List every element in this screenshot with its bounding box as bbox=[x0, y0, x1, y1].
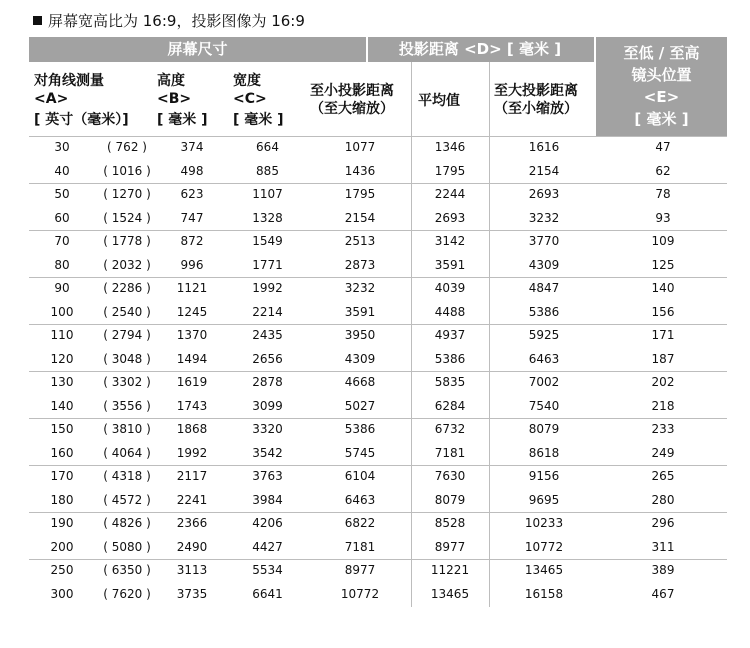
table-row bbox=[29, 442, 727, 466]
cell-mm: ( 3810 ) bbox=[103, 422, 151, 436]
table-row bbox=[29, 418, 727, 442]
cell-height: 996 bbox=[180, 257, 204, 272]
cell-height: 1992 bbox=[176, 445, 208, 460]
width-header-line: 宽度 bbox=[233, 73, 261, 89]
cell-mm: ( 2286 ) bbox=[103, 281, 151, 295]
cell-width: 4427 bbox=[252, 539, 283, 554]
cell-max: 2154 bbox=[528, 163, 560, 178]
page-title-text: 屏幕宽高比为 16:9，投影图像为 16:9 bbox=[48, 12, 305, 30]
cell-max: 10772 bbox=[524, 539, 564, 554]
cell-max: 8079 bbox=[528, 422, 560, 436]
cell-mm: ( 7620 ) bbox=[103, 586, 151, 601]
lens-header-line: <E> bbox=[643, 88, 680, 106]
cell-inch: 170 bbox=[50, 469, 74, 483]
table-row bbox=[29, 348, 727, 372]
cell-height: 2490 bbox=[176, 539, 208, 554]
cell-mm: ( 2540 ) bbox=[103, 304, 151, 319]
cell-max: 1616 bbox=[528, 140, 560, 154]
cell-avg: 4039 bbox=[434, 281, 466, 295]
cell-avg: 2693 bbox=[434, 210, 466, 225]
cell-height: 623 bbox=[180, 187, 204, 201]
cell-min: 1436 bbox=[344, 163, 376, 178]
cell-min: 6822 bbox=[344, 516, 376, 530]
average-header: 平均值 bbox=[418, 93, 460, 109]
cell-lens: 202 bbox=[651, 375, 675, 389]
cell-inch: 150 bbox=[50, 422, 74, 436]
cell-max: 9156 bbox=[528, 469, 560, 483]
cell-avg: 7181 bbox=[434, 445, 466, 460]
cell-inch: 100 bbox=[50, 304, 74, 319]
cell-avg: 13465 bbox=[430, 586, 470, 601]
cell-avg: 11221 bbox=[430, 563, 470, 577]
cell-mm: ( 1778 ) bbox=[103, 234, 151, 248]
table-row bbox=[29, 301, 727, 325]
cell-min: 4309 bbox=[344, 351, 376, 366]
cell-min: 3232 bbox=[344, 281, 376, 295]
cell-lens: 62 bbox=[655, 163, 671, 178]
cell-height: 2241 bbox=[176, 492, 208, 507]
min-distance-header-line: 至小投影距离 bbox=[310, 83, 394, 99]
header-divider bbox=[366, 37, 368, 62]
cell-max: 13465 bbox=[524, 563, 564, 577]
table-row bbox=[29, 183, 727, 207]
cell-height: 2117 bbox=[176, 469, 208, 483]
cell-max: 5386 bbox=[528, 304, 560, 319]
cell-width: 1992 bbox=[252, 281, 283, 295]
cell-height: 1619 bbox=[176, 375, 208, 389]
cell-lens: 171 bbox=[651, 328, 675, 342]
projection-table bbox=[29, 37, 727, 607]
cell-min: 5027 bbox=[344, 398, 376, 413]
cell-height: 1743 bbox=[176, 398, 208, 413]
cell-inch: 70 bbox=[54, 234, 70, 248]
cell-mm: ( 4064 ) bbox=[103, 445, 151, 460]
cell-mm: ( 4318 ) bbox=[103, 469, 151, 483]
height-header-line: 高度 bbox=[157, 73, 185, 89]
row-divider bbox=[29, 324, 727, 325]
cell-lens: 218 bbox=[651, 398, 675, 413]
cell-lens: 265 bbox=[651, 469, 675, 483]
cell-avg: 5835 bbox=[434, 375, 466, 389]
cell-height: 1494 bbox=[176, 351, 208, 366]
square-bullet-icon bbox=[33, 16, 42, 25]
cell-max: 7002 bbox=[528, 375, 560, 389]
lens-header-line: 镜头位置 bbox=[631, 66, 692, 84]
cell-mm: ( 3048 ) bbox=[103, 351, 151, 366]
cell-lens: 125 bbox=[651, 257, 675, 272]
width-header-line: [ 毫米 ] bbox=[233, 112, 284, 128]
row-divider bbox=[29, 559, 727, 560]
cell-mm: ( 4572 ) bbox=[103, 492, 151, 507]
cell-min: 6104 bbox=[344, 469, 376, 483]
lens-position-header bbox=[596, 42, 727, 130]
cell-inch: 140 bbox=[50, 398, 74, 413]
table-row bbox=[29, 583, 727, 607]
cell-inch: 30 bbox=[54, 140, 70, 154]
cell-avg: 1346 bbox=[434, 140, 466, 154]
height-header bbox=[157, 72, 208, 129]
table-row bbox=[29, 371, 727, 395]
table-row bbox=[29, 136, 727, 160]
cell-min: 6463 bbox=[344, 492, 376, 507]
table-row bbox=[29, 160, 727, 184]
cell-width: 3984 bbox=[252, 492, 283, 507]
cell-height: 374 bbox=[180, 140, 204, 154]
cell-max: 16158 bbox=[524, 586, 564, 601]
cell-width: 5534 bbox=[252, 563, 283, 577]
table-row bbox=[29, 536, 727, 560]
cell-lens: 311 bbox=[651, 539, 675, 554]
cell-inch: 190 bbox=[50, 516, 74, 530]
cell-min: 2513 bbox=[344, 234, 376, 248]
table-row bbox=[29, 512, 727, 536]
cell-avg: 8977 bbox=[434, 539, 466, 554]
cell-lens: 109 bbox=[651, 234, 675, 248]
cell-width: 885 bbox=[256, 163, 279, 178]
cell-width: 1771 bbox=[252, 257, 283, 272]
row-divider bbox=[29, 371, 727, 372]
cell-inch: 90 bbox=[54, 281, 70, 295]
cell-mm: ( 5080 ) bbox=[103, 539, 151, 554]
row-divider bbox=[29, 277, 727, 278]
cell-inch: 130 bbox=[50, 375, 74, 389]
cell-max: 8618 bbox=[528, 445, 560, 460]
cell-lens: 93 bbox=[655, 210, 671, 225]
cell-lens: 280 bbox=[651, 492, 675, 507]
min-distance-header bbox=[310, 82, 394, 118]
cell-mm: ( 3556 ) bbox=[103, 398, 151, 413]
cell-inch: 50 bbox=[54, 187, 70, 201]
cell-avg: 7630 bbox=[434, 469, 466, 483]
diagonal-header-line: <A> bbox=[34, 91, 69, 107]
cell-inch: 300 bbox=[50, 586, 74, 601]
cell-max: 7540 bbox=[528, 398, 560, 413]
table-row bbox=[29, 230, 727, 254]
cell-mm: ( 2032 ) bbox=[103, 257, 151, 272]
height-header-line: [ 毫米 ] bbox=[157, 112, 208, 128]
cell-max: 6463 bbox=[528, 351, 560, 366]
cell-avg: 4488 bbox=[434, 304, 466, 319]
cell-avg: 6732 bbox=[434, 422, 466, 436]
cell-height: 498 bbox=[180, 163, 204, 178]
cell-height: 872 bbox=[180, 234, 204, 248]
table-row bbox=[29, 395, 727, 419]
cell-mm: ( 2794 ) bbox=[103, 328, 151, 342]
row-divider bbox=[29, 183, 727, 184]
cell-inch: 120 bbox=[50, 351, 74, 366]
cell-max: 9695 bbox=[528, 492, 560, 507]
cell-inch: 40 bbox=[54, 163, 70, 178]
row-divider bbox=[29, 136, 727, 137]
cell-avg: 5386 bbox=[434, 351, 466, 366]
cell-max: 5925 bbox=[528, 328, 560, 342]
width-header bbox=[233, 72, 284, 129]
cell-width: 3099 bbox=[252, 398, 283, 413]
cell-min: 2873 bbox=[344, 257, 376, 272]
table-row bbox=[29, 324, 727, 348]
cell-inch: 160 bbox=[50, 445, 74, 460]
table-row bbox=[29, 254, 727, 278]
max-distance-header-line: 至大投影距离 bbox=[494, 83, 578, 99]
cell-height: 1868 bbox=[176, 422, 208, 436]
cell-height: 1121 bbox=[176, 281, 208, 295]
cell-min: 4668 bbox=[344, 375, 376, 389]
cell-width: 4206 bbox=[252, 516, 283, 530]
cell-width: 1328 bbox=[252, 210, 283, 225]
cell-avg: 1795 bbox=[434, 163, 466, 178]
cell-height: 3113 bbox=[176, 563, 208, 577]
cell-height: 2366 bbox=[176, 516, 208, 530]
cell-mm: ( 1524 ) bbox=[103, 210, 151, 225]
table-row bbox=[29, 277, 727, 301]
cell-lens: 233 bbox=[651, 422, 675, 436]
cell-width: 2878 bbox=[252, 375, 283, 389]
table-row bbox=[29, 489, 727, 513]
row-divider bbox=[29, 512, 727, 513]
cell-width: 2214 bbox=[252, 304, 283, 319]
cell-width: 1107 bbox=[252, 187, 283, 201]
cell-min: 8977 bbox=[344, 563, 376, 577]
cell-lens: 47 bbox=[655, 140, 671, 154]
cell-lens: 389 bbox=[651, 563, 675, 577]
cell-width: 3320 bbox=[252, 422, 283, 436]
cell-inch: 60 bbox=[54, 210, 70, 225]
cell-min: 1077 bbox=[344, 140, 376, 154]
cell-mm: ( 6350 ) bbox=[103, 563, 151, 577]
cell-avg: 6284 bbox=[434, 398, 466, 413]
max-distance-header-line: （至小缩放） bbox=[494, 101, 578, 117]
table-row bbox=[29, 465, 727, 489]
cell-width: 1549 bbox=[252, 234, 283, 248]
cell-mm: ( 762 ) bbox=[107, 140, 147, 154]
diagonal-header-line: [ 英寸（毫米）] bbox=[34, 112, 129, 128]
table-row bbox=[29, 207, 727, 231]
cell-avg: 2244 bbox=[434, 187, 466, 201]
row-divider bbox=[29, 418, 727, 419]
cell-avg: 3142 bbox=[434, 234, 466, 248]
lens-header-line: 至低 / 至高 bbox=[623, 44, 700, 62]
cell-avg: 8079 bbox=[434, 492, 466, 507]
cell-min: 3591 bbox=[344, 304, 376, 319]
cell-max: 10233 bbox=[524, 516, 564, 530]
cell-min: 5745 bbox=[344, 445, 376, 460]
diagonal-header bbox=[34, 72, 129, 129]
cell-avg: 3591 bbox=[434, 257, 466, 272]
cell-min: 3950 bbox=[344, 328, 376, 342]
cell-max: 3232 bbox=[528, 210, 560, 225]
table-row bbox=[29, 559, 727, 583]
cell-max: 4309 bbox=[528, 257, 560, 272]
cell-lens: 78 bbox=[655, 187, 671, 201]
cell-inch: 80 bbox=[54, 257, 70, 272]
cell-inch: 250 bbox=[50, 563, 74, 577]
cell-lens: 467 bbox=[651, 586, 675, 601]
cell-lens: 296 bbox=[651, 516, 675, 530]
projection-distance-header: 投影距离 <D> [ 毫米 ] bbox=[398, 40, 562, 58]
width-header-line: <C> bbox=[233, 91, 267, 107]
cell-inch: 200 bbox=[50, 539, 74, 554]
cell-mm: ( 1270 ) bbox=[103, 187, 151, 201]
height-header-line: <B> bbox=[157, 91, 192, 107]
cell-avg: 8528 bbox=[434, 516, 466, 530]
cell-height: 747 bbox=[180, 210, 204, 225]
cell-min: 10772 bbox=[340, 586, 380, 601]
cell-lens: 156 bbox=[651, 304, 675, 319]
cell-lens: 140 bbox=[651, 281, 675, 295]
cell-max: 2693 bbox=[528, 187, 560, 201]
cell-min: 5386 bbox=[344, 422, 376, 436]
cell-height: 1245 bbox=[176, 304, 208, 319]
row-divider bbox=[29, 465, 727, 466]
cell-min: 2154 bbox=[344, 210, 376, 225]
cell-max: 4847 bbox=[528, 281, 560, 295]
page-title bbox=[33, 9, 305, 33]
diagonal-header-line: 对角线测量 bbox=[34, 73, 104, 89]
row-divider bbox=[29, 230, 727, 231]
cell-mm: ( 3302 ) bbox=[103, 375, 151, 389]
lens-header-line: [ 毫米 ] bbox=[634, 110, 689, 128]
cell-avg: 4937 bbox=[434, 328, 466, 342]
cell-lens: 249 bbox=[651, 445, 675, 460]
cell-width: 2656 bbox=[252, 351, 283, 366]
max-distance-header bbox=[494, 82, 578, 118]
cell-width: 3542 bbox=[252, 445, 283, 460]
cell-width: 2435 bbox=[252, 328, 283, 342]
cell-height: 3735 bbox=[176, 586, 208, 601]
cell-width: 3763 bbox=[252, 469, 283, 483]
cell-width: 664 bbox=[256, 140, 279, 154]
cell-min: 7181 bbox=[344, 539, 376, 554]
cell-min: 1795 bbox=[344, 187, 376, 201]
screen-size-header: 屏幕尺寸 bbox=[167, 40, 228, 58]
cell-max: 3770 bbox=[528, 234, 560, 248]
min-distance-header-line: （至大缩放） bbox=[310, 101, 394, 117]
cell-lens: 187 bbox=[651, 351, 675, 366]
cell-height: 1370 bbox=[176, 328, 208, 342]
cell-width: 6641 bbox=[252, 586, 283, 601]
cell-mm: ( 1016 ) bbox=[103, 163, 151, 178]
cell-inch: 180 bbox=[50, 492, 74, 507]
cell-mm: ( 4826 ) bbox=[103, 516, 151, 530]
cell-inch: 110 bbox=[50, 328, 74, 342]
